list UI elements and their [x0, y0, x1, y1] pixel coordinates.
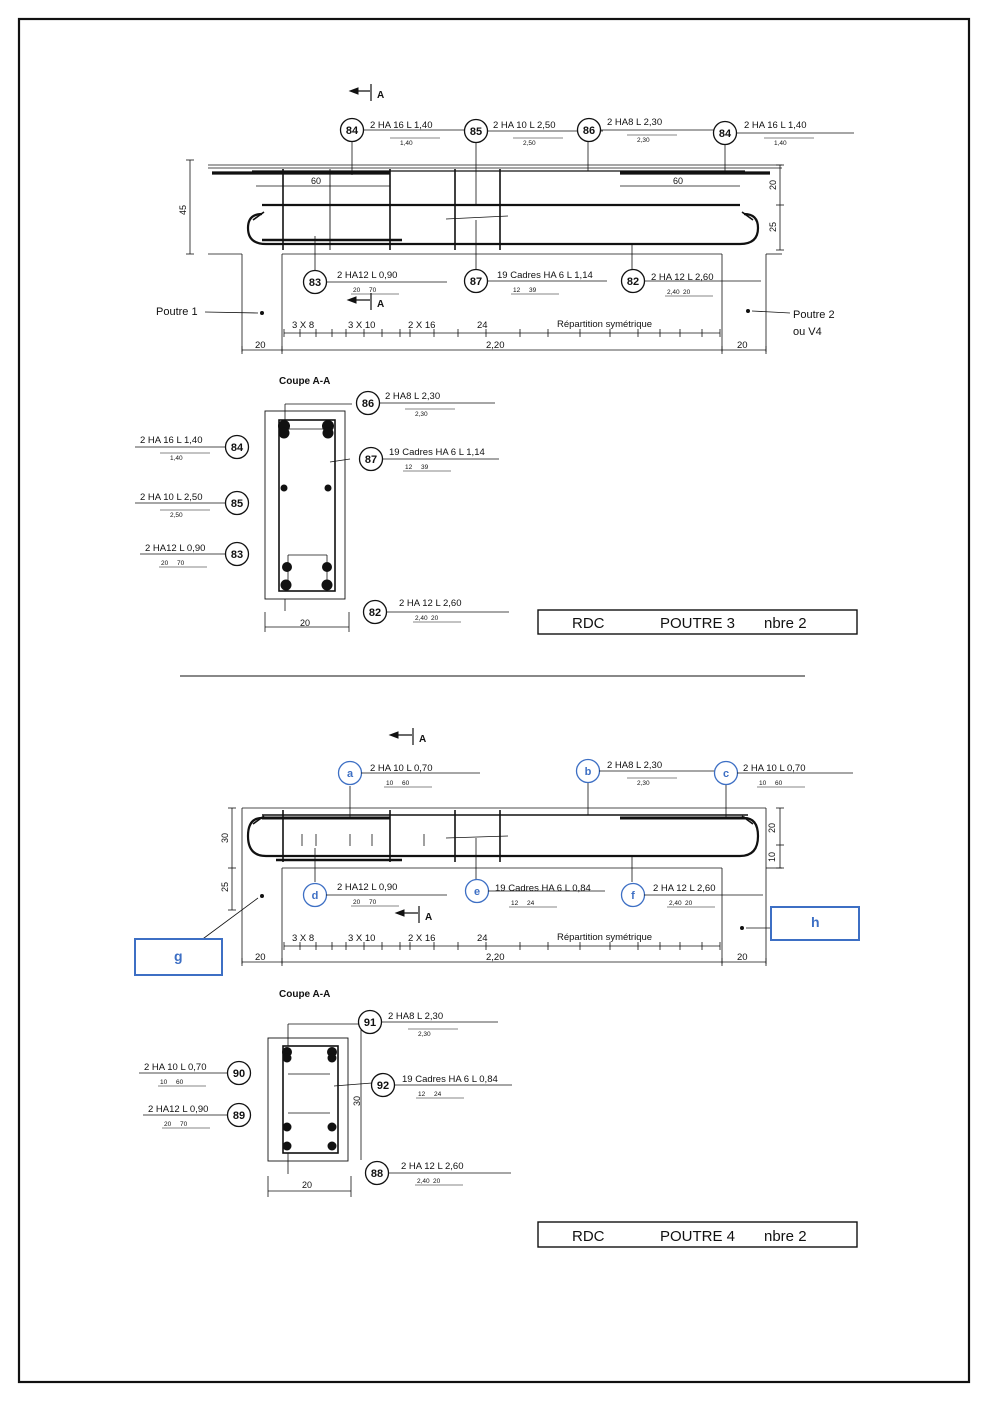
- beam3-elevation-callout-6-label: 2 HA 12 L 2,60: [651, 272, 714, 283]
- beam3-title-count: nbre 2: [764, 615, 807, 632]
- beam3-elevation-callout-3: [714, 120, 855, 147]
- beam4-section-callout-4-label: 2 HA 12 L 2,60: [401, 1161, 464, 1172]
- beam3-dim-height: 45: [178, 204, 188, 215]
- beam3-section-bar-6: [282, 562, 292, 572]
- beam3-elevation-callout-0-number: 84: [345, 125, 359, 137]
- beam4-elevation-callout-2-label: 2 HA 10 L 0,70: [743, 763, 806, 774]
- beam3-section-bar-2: [279, 428, 290, 439]
- beam4-section-callout-2: [372, 1074, 513, 1099]
- beam3-section-callout-5-label: 2 HA 12 L 2,60: [399, 598, 462, 609]
- beam4-section-bar-3: [328, 1054, 337, 1063]
- beam3-section-marker-top: A: [377, 90, 385, 101]
- beam4-elevation-callout-1-label: 2 HA8 L 2,30: [607, 760, 663, 771]
- beam3-elevation-callout-6-sub-a: 2,40: [667, 289, 680, 296]
- beam4-section-callout-3: [143, 1104, 251, 1129]
- beam3-section-bar-4: [281, 485, 288, 492]
- beam4-section-callout-3-sub-a: 20: [164, 1121, 172, 1128]
- beam3-elevation-callout-0: [341, 119, 481, 148]
- beam4-elevation-callout-5-number: f: [631, 890, 635, 902]
- beam4-elevation-callout-0-sub-a: 10: [386, 780, 394, 787]
- beam3-elevation-callout-2-sub: 2,30: [637, 137, 650, 144]
- beam4-dim-bottom: 10: [767, 851, 777, 862]
- beam4-section-callout-3-label: 2 HA12 L 0,90: [148, 1104, 209, 1115]
- beam4-elevation-callout-4-sub-b: 24: [527, 900, 535, 907]
- beam3-elevation-callout-4-sub-a: 20: [353, 287, 361, 294]
- beam3-section-callout-4-sub-b: 70: [177, 560, 185, 567]
- beam3-section-bar-8: [281, 580, 292, 591]
- beam3-section-callout-3: [135, 492, 249, 520]
- beam4-spacing-2: 3 X 10: [348, 933, 376, 944]
- beam4-elevation-callout-2-sub-a: 10: [759, 780, 767, 787]
- beam4-elevation-callout-4-label: 19 Cadres HA 6 L 0,84: [495, 883, 591, 894]
- beam3-elevation-callout-3-label: 2 HA 16 L 1,40: [744, 120, 807, 131]
- beam3-elevation-callout-5-number: 87: [469, 276, 483, 288]
- beam4-dim-support-right: 20: [737, 952, 748, 963]
- beam4-title-count: nbre 2: [764, 1228, 807, 1245]
- beam3-elevation-callouts: [304, 117, 855, 296]
- beam3-section-drawing: [265, 404, 352, 632]
- beam4-section-bar-5: [328, 1123, 337, 1132]
- beam3-dim-support-left: 20: [255, 340, 266, 351]
- beam3-elevation-callout-6-sub-b: 20: [683, 289, 691, 296]
- beam4-elevation-callout-1-number: b: [584, 766, 592, 778]
- beam3-elevation-callout-6: [622, 270, 762, 297]
- beam3-section-callout-2-sub-a: 12: [405, 464, 413, 471]
- beam4-section-callout-3-number: 89: [232, 1110, 246, 1122]
- beam4-section-marker-bottom: A: [425, 912, 433, 923]
- beam3-elevation-callout-4: [304, 270, 448, 294]
- beam4-elevation-callout-5-sub-b: 20: [685, 900, 693, 907]
- beam3-elevation-callout-5-sub-b: 39: [529, 287, 537, 294]
- beam4-elevation-callout-0-number: a: [346, 768, 354, 780]
- beam3-elevation-callout-0-label: 2 HA 16 L 1,40: [370, 120, 433, 131]
- beam4-title-level: RDC: [572, 1228, 605, 1245]
- beam4-section-callout-0-number: 91: [363, 1017, 377, 1029]
- beam4-spacing-1: 3 X 8: [292, 933, 315, 944]
- beam3-section-callout-1-number: 84: [230, 442, 244, 454]
- answer-box-h-label: h: [811, 914, 820, 930]
- beam4-section-callout-1-number: 90: [232, 1068, 246, 1080]
- beam4-title-name: POUTRE 4: [660, 1228, 736, 1245]
- beam3-section-bar-7: [322, 562, 332, 572]
- beam3-dim-top: 20: [768, 179, 778, 190]
- beam4-section-callout-1-sub-b: 60: [176, 1079, 184, 1086]
- beam3-section-callouts: [135, 391, 509, 624]
- beam4-section-marker-top: A: [419, 734, 427, 745]
- beam4-elevation-callout-0: [339, 762, 481, 788]
- beam4-section-callout-0-sub: 2,30: [418, 1031, 431, 1038]
- beam3-dim-support-right: 20: [737, 340, 748, 351]
- beam4-dim-top: 20: [767, 822, 777, 833]
- beam4-section-width: 20: [302, 1180, 313, 1190]
- beam3-section-title: Coupe A-A: [279, 376, 331, 387]
- beam4-elevation-callout-0-label: 2 HA 10 L 0,70: [370, 763, 433, 774]
- beam3-elevation-callout-1-label: 2 HA 10 L 2,50: [493, 120, 556, 131]
- beam4-elevation-callout-3-sub-a: 20: [353, 899, 361, 906]
- beam4-section-bar-7: [328, 1142, 337, 1151]
- beam3-section-callout-2-number: 87: [364, 454, 378, 466]
- beam3-spacing-note: Répartition symétrique: [557, 319, 653, 330]
- beam4-spacing-4: 24: [477, 933, 488, 944]
- beam3-section-callout-4: [140, 543, 249, 568]
- beam4-section-callout-2-sub-b: 24: [434, 1091, 442, 1098]
- beam3-section-callout-2: [360, 447, 500, 471]
- beam4-elevation-callout-5: [622, 883, 764, 907]
- beam4-elevation-callout-2: [715, 762, 854, 788]
- beam4-elevation-callout-2-number: c: [722, 768, 730, 780]
- beam3-section-callout-1-label: 2 HA 16 L 1,40: [140, 435, 203, 446]
- beam4-section-title: Coupe A-A: [279, 989, 331, 1000]
- beam3-section-callout-5-number: 82: [368, 607, 382, 619]
- beam3-section-callout-3-label: 2 HA 10 L 2,50: [140, 492, 203, 503]
- beam3-elevation-callout-3-sub: 1,40: [774, 140, 787, 147]
- beam4-elevation-callout-1-sub: 2,30: [637, 780, 650, 787]
- beam3-section-marker-bottom: A: [377, 299, 385, 310]
- beam4-elevation-callout-4: [466, 880, 606, 908]
- beam3-elevation-callout-2: [578, 117, 718, 144]
- beam3-elevation-callout-4-number: 83: [308, 277, 322, 289]
- beam4-section-callout-1: [139, 1062, 251, 1087]
- beam3-dim-bottom: 25: [768, 221, 778, 232]
- beam4-section-callout-4: [366, 1161, 512, 1185]
- beam4-elevation: [200, 728, 784, 964]
- beam3-title-block: [538, 610, 857, 634]
- beam3-spacing-4: 24: [477, 320, 488, 331]
- beam3-section-callout-1: [135, 435, 249, 462]
- beam3-elevation-callout-1-number: 85: [469, 126, 483, 138]
- beam3-elevation-callout-5-label: 19 Cadres HA 6 L 1,14: [497, 270, 593, 281]
- beam3-dim-lap-right: 60: [673, 176, 684, 186]
- beam3-section-callout-3-sub: 2,50: [170, 512, 183, 519]
- beam4-section-callout-2-sub-a: 12: [418, 1091, 426, 1098]
- beam4-section-callout-1-sub-a: 10: [160, 1079, 168, 1086]
- beam4-elevation-callout-4-sub-a: 12: [511, 900, 519, 907]
- beam3-section-callout-5: [364, 598, 510, 624]
- beam4-elevation-callout-2-sub-b: 60: [775, 780, 783, 787]
- beam3-section-bars: [278, 420, 334, 591]
- beam4-dim-height: 30: [220, 832, 230, 843]
- beam4-section-callout-3-sub-b: 70: [180, 1121, 188, 1128]
- beam4-spacing-3: 2 X 16: [408, 933, 436, 944]
- beam3-section-width: 20: [300, 618, 311, 628]
- beam3-elevation-callout-4-label: 2 HA12 L 0,90: [337, 270, 398, 281]
- beam3-elevation-callout-3-number: 84: [718, 128, 732, 140]
- beam4-section-callout-4-number: 88: [370, 1168, 384, 1180]
- beam4-section-callout-2-label: 19 Cadres HA 6 L 0,84: [402, 1074, 498, 1085]
- beam3-section-callout-3-number: 85: [230, 498, 244, 510]
- beam4-dim-support-left: 20: [255, 952, 266, 963]
- beam3-elevation-callout-5: [465, 270, 608, 295]
- beam4-dim-span: 2,20: [486, 952, 505, 963]
- beam3-elevation-callout-4-sub-b: 70: [369, 287, 377, 294]
- beam3-section-callout-2-sub-b: 39: [421, 464, 429, 471]
- beam3-elevation: [190, 84, 790, 352]
- beam3-section-bar-5: [325, 485, 332, 492]
- beam4-spacing-note: Répartition symétrique: [557, 932, 653, 943]
- beam3-section-callout-0-sub: 2,30: [415, 411, 428, 418]
- beam3-spacing-1: 3 X 8: [292, 320, 315, 331]
- beam3-elevation-callout-0-sub: 1,40: [400, 140, 413, 147]
- answer-box-g-label: g: [174, 948, 183, 964]
- beam3-spacing-2: 3 X 10: [348, 320, 376, 331]
- answer-box-g[interactable]: [135, 939, 222, 975]
- beam3-dim-lap-left: 60: [311, 176, 322, 186]
- beam4-elevation-callout-4-number: e: [473, 886, 481, 898]
- beam3-support-right-label-2: ou V4: [793, 326, 822, 338]
- beam3-title-name: POUTRE 3: [660, 615, 736, 632]
- beam4-elevation-callout-1: [577, 760, 718, 788]
- beam4-elevation-callout-5-sub-a: 2,40: [669, 900, 682, 907]
- beam4-dim-below: 25: [220, 881, 230, 892]
- beam3-section-callout-2-label: 19 Cadres HA 6 L 1,14: [389, 447, 485, 458]
- beam4-section-bar-2: [283, 1054, 292, 1063]
- beam4-section-bars: [282, 1047, 337, 1151]
- beam3-section-bar-9: [322, 580, 333, 591]
- beam3-title-level: RDC: [572, 615, 605, 632]
- beam4-section-callout-2-number: 92: [376, 1080, 390, 1092]
- beam4-section-callout-4-sub-a: 2,40: [417, 1178, 430, 1185]
- beam3-support-left-label: Poutre 1: [156, 306, 198, 318]
- beam4-section-callout-0: [359, 1011, 499, 1039]
- beam4-section-bar-6: [283, 1142, 292, 1151]
- beam3-support-right-label-1: Poutre 2: [793, 309, 835, 321]
- beam3-section-callout-4-number: 83: [230, 549, 244, 561]
- beam3-elevation-callout-1-sub: 2,50: [523, 140, 536, 147]
- beam3-section-callout-0-label: 2 HA8 L 2,30: [385, 391, 441, 402]
- beam3-elevation-callout-6-number: 82: [626, 276, 640, 288]
- beam4-elevation-callout-3-number: d: [311, 890, 319, 902]
- beam4-section-callouts: [139, 1011, 512, 1186]
- beam4-section-bar-4: [283, 1123, 292, 1132]
- beam3-spacing-3: 2 X 16: [408, 320, 436, 331]
- beam3-elevation-callout-2-label: 2 HA8 L 2,30: [607, 117, 663, 128]
- beam4-elevation-callout-3: [304, 882, 448, 907]
- beam3-dim-span: 2,20: [486, 340, 505, 351]
- page-border: [19, 19, 969, 1382]
- beam4-section-callout-0-label: 2 HA8 L 2,30: [388, 1011, 444, 1022]
- beam4-section-callout-4-sub-b: 20: [433, 1178, 441, 1185]
- beam4-title-block: [538, 1222, 857, 1247]
- beam4-elevation-callout-3-sub-b: 70: [369, 899, 377, 906]
- beam4-section-callout-1-label: 2 HA 10 L 0,70: [144, 1062, 207, 1073]
- beam4-elevation-callout-5-label: 2 HA 12 L 2,60: [653, 883, 716, 894]
- beam3-section-callout-4-sub-a: 20: [161, 560, 169, 567]
- beam3-section-callout-1-sub: 1,40: [170, 455, 183, 462]
- beam3-elevation-callout-5-sub-a: 12: [513, 287, 521, 294]
- beam4-section-height: 30: [352, 1095, 362, 1106]
- beam3-elevation-callout-2-number: 86: [582, 125, 596, 137]
- beam4-elevation-callout-0-sub-b: 60: [402, 780, 410, 787]
- beam3-section-callout-5-sub-b: 20: [431, 615, 439, 622]
- beam3-section-callout-4-label: 2 HA12 L 0,90: [145, 543, 206, 554]
- answer-box-h[interactable]: [771, 907, 859, 940]
- beam3-section-callout-0: [357, 391, 496, 418]
- beam3-section-callout-5-sub-a: 2,40: [415, 615, 428, 622]
- beam3-section-bar-3: [323, 428, 334, 439]
- beam3-section-callout-0-number: 86: [361, 398, 375, 410]
- beam4-elevation-callout-3-label: 2 HA12 L 0,90: [337, 882, 398, 893]
